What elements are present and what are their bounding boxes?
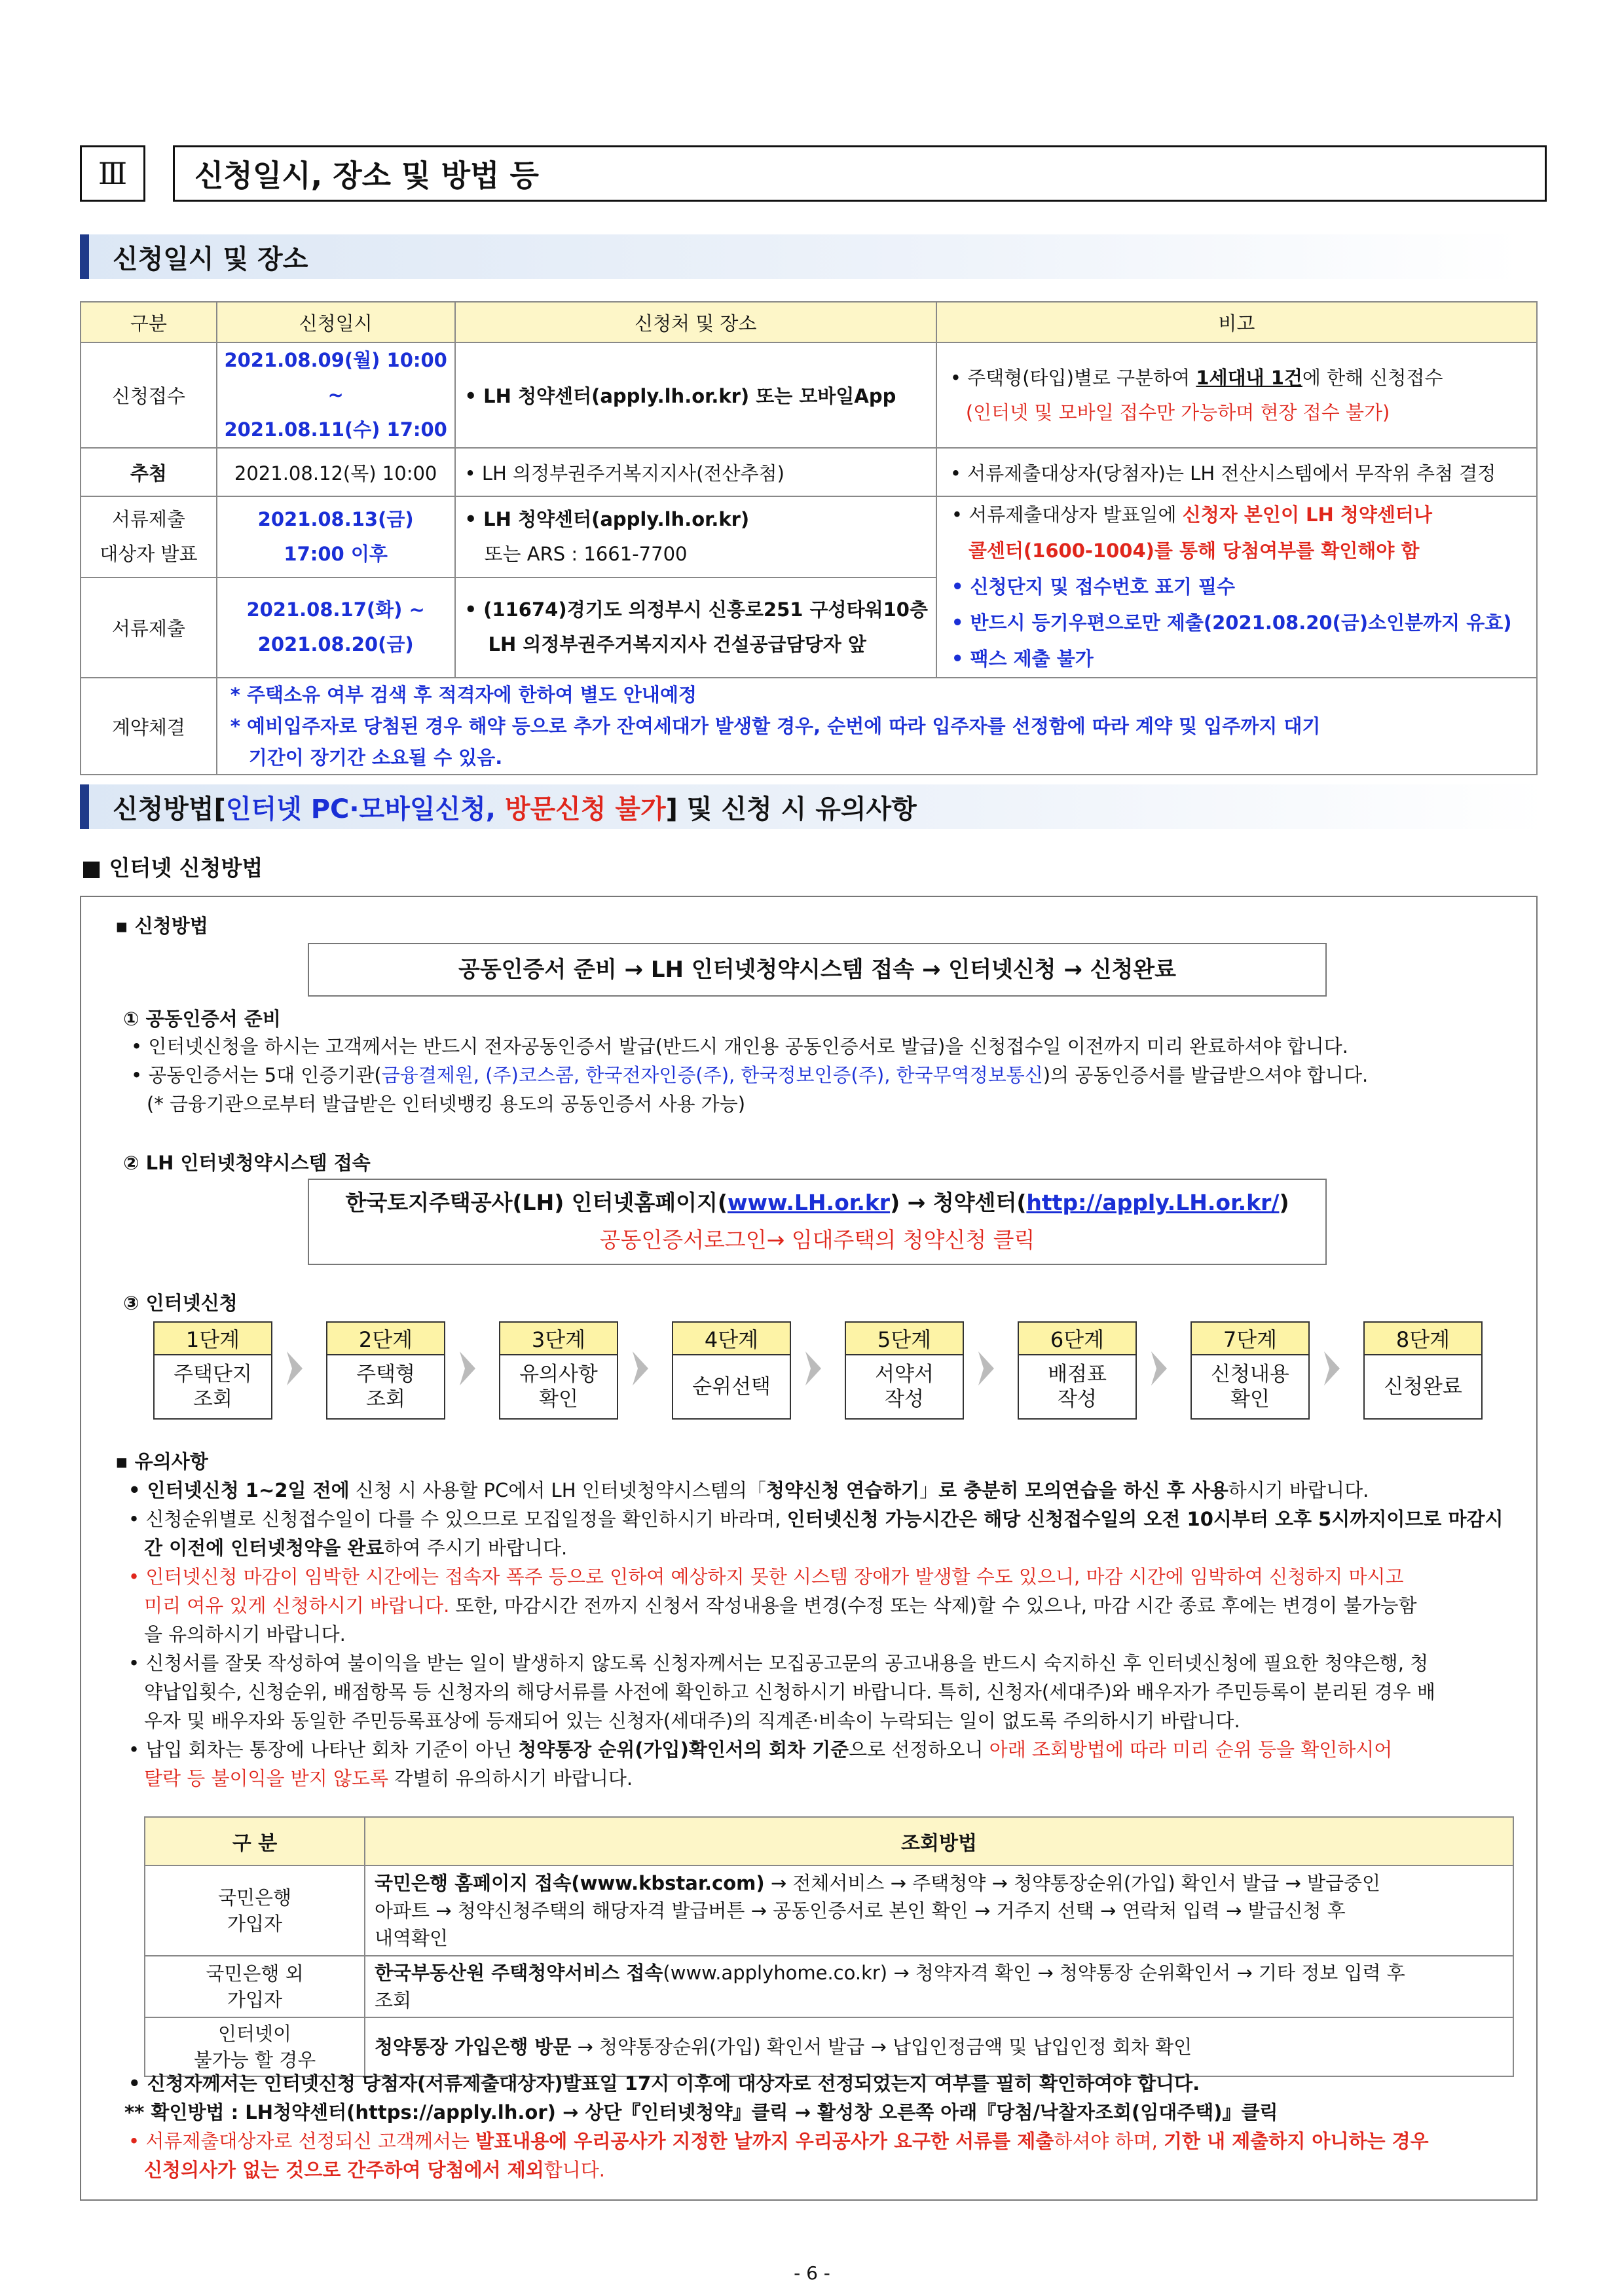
step-body	[155, 1355, 271, 1418]
step-box	[499, 1321, 618, 1420]
step-text: 유의사항	[519, 1363, 598, 1386]
cert-text: )의 공동인증서를 발급받으셔야 합니다.	[1043, 1064, 1369, 1086]
step-box	[672, 1321, 791, 1420]
note-line: (인터넷 및 모바일 접수만 가능하며 현장 접수 불가)	[965, 401, 1390, 424]
method-line: 조회	[375, 1989, 412, 2011]
step-title: ③ 인터넷신청	[123, 1292, 238, 1314]
cert-line: (* 금융기관으로부터 발급받은 인터넷뱅킹 용도의 공동인증서 사용 가능)	[147, 1093, 746, 1115]
access-text: ) → 청약센터(	[890, 1190, 1027, 1215]
step-text: 주택형	[356, 1363, 415, 1386]
chevron-right-icon	[630, 1349, 652, 1388]
method-text: 국민은행 홈페이지 접속(www.kbstar.com)	[375, 1872, 765, 1894]
date-line: 2021.08.13(금)	[257, 507, 414, 530]
step-text: 확인	[539, 1387, 578, 1411]
caution-text: • 신청순위별로 신청접수일이 다를 수 있으므로 모집일정을 확인하시기 바라며,	[128, 1508, 787, 1530]
place-cell: • LH 의정부권주거복지지사(전산추첨)	[455, 448, 936, 496]
table-row	[81, 342, 1537, 448]
caution-text: 하시기 바랍니다.	[1228, 1479, 1369, 1501]
final-text: 하셔야 하며,	[1054, 2130, 1164, 2152]
step-text: 서약서	[875, 1363, 934, 1386]
step-box	[845, 1321, 964, 1420]
step-body	[500, 1355, 617, 1418]
note-text: • 주택형(타입)별로 구분하여	[950, 366, 1196, 389]
row-label-line: 인터넷이	[217, 2023, 292, 2045]
schedule-table	[80, 301, 1538, 775]
final-line	[128, 2127, 1527, 2156]
method-line	[375, 1869, 1504, 1897]
caution-line	[128, 1591, 1527, 1620]
title-part: ] 및 신청 시 유의사항	[665, 794, 917, 824]
row-label-line: 가입자	[227, 1913, 283, 1935]
internet-heading: ■ 인터넷 신청방법	[81, 855, 263, 881]
caution-text: 청약신청 연습하기	[766, 1479, 920, 1501]
row-label	[145, 2017, 365, 2076]
step-text: 조회	[366, 1387, 405, 1411]
row-label-line: 대상자 발표	[100, 542, 198, 565]
note-line: 콜센터(1600-1004)를 통해 당첨여부를 확인해야 함	[968, 540, 1420, 562]
date-line: 2021.08.20(금)	[257, 633, 414, 656]
contract-cell	[217, 678, 1537, 775]
step-header: 3단계	[500, 1323, 617, 1355]
step-header: 7단계	[1192, 1323, 1308, 1355]
contract-line: 기간이 장기간 소요될 수 있음.	[248, 746, 503, 769]
step-body	[1365, 1355, 1481, 1418]
place-cell	[455, 496, 936, 578]
date-cell	[217, 496, 455, 578]
chevron-right-icon	[1149, 1349, 1171, 1388]
note-line: • 반드시 등기우편으로만 제출(2021.08.20(금)소인분까지 유효)	[951, 612, 1512, 634]
step-text: 작성	[885, 1387, 924, 1411]
date-cell	[217, 578, 455, 678]
table-header-row	[81, 302, 1537, 342]
caution-text: • 인터넷신청 1~2일 전에	[128, 1479, 350, 1501]
method-text: 한국부동산원 주택청약서비스 접속	[375, 1962, 663, 1984]
apply-center-link[interactable]: http://apply.LH.or.kr/	[1026, 1190, 1280, 1215]
chevron-right-icon	[976, 1349, 998, 1388]
lh-homepage-link[interactable]: www.LH.or.kr	[728, 1190, 891, 1215]
method-text: → 청약통장순위(가입) 확인서 발급 → 납입인정금액 및 납입인정 회차 확인	[571, 2036, 1192, 2058]
access-text: )	[1279, 1190, 1289, 1215]
final-line	[128, 2156, 1527, 2184]
place-cell	[455, 578, 936, 678]
note-line	[937, 497, 1536, 533]
row-label	[145, 1865, 365, 1956]
note-line: • 신청단지 및 접수번호 표기 필수	[951, 576, 1236, 598]
place-line: • (11674)경기도 의정부시 신흥로251 구성타워10층	[464, 598, 928, 621]
table-row	[81, 678, 1537, 775]
chevron-right-icon	[1321, 1349, 1344, 1388]
caution-text: 간 이전에 인터넷청약을 완료	[144, 1537, 384, 1559]
col-header: 조회방법	[365, 1817, 1513, 1865]
step-body	[846, 1355, 963, 1418]
note-emphasis: 1세대내 1건	[1196, 366, 1302, 389]
row-label: 서류제출	[81, 578, 217, 678]
caution-text: 미리 여유 있게 신청하시기 바랍니다.	[144, 1594, 450, 1617]
title-part: 신청방법[	[113, 794, 226, 824]
caution-text: 으로 선정하오니	[849, 1738, 989, 1761]
step-header: 5단계	[846, 1323, 963, 1355]
date-line: 2021.08.17(화) ~	[246, 598, 425, 621]
subsection-bar	[80, 234, 89, 279]
date-line: 2021.08.11(수) 17:00	[224, 418, 447, 441]
step-header: 6단계	[1019, 1323, 1135, 1355]
note-line	[950, 361, 1536, 395]
note-text: 에 한해 신청접수	[1302, 366, 1443, 389]
note-cell	[936, 496, 1537, 678]
page-number: - 6 -	[794, 2262, 830, 2284]
step-header: 2단계	[327, 1323, 444, 1355]
place-line: • LH 청약센터(apply.lh.or.kr)	[464, 507, 750, 530]
caution-paragraphs	[128, 1476, 1527, 1793]
caution-title: ▪ 유의사항	[115, 1450, 208, 1473]
chevron-right-icon	[284, 1349, 306, 1388]
caution-line: 우자 및 배우자와 동일한 주민등록표상에 등재되어 있는 신청자(세대주)의 직계존·비속이 누락되는 일이 없도록 주의하시기 바랍니다.	[144, 1710, 1240, 1732]
table-row	[145, 2017, 1513, 2076]
date-cell: 2021.08.12(목) 10:00	[217, 448, 455, 496]
row-label: 추첨	[81, 448, 217, 496]
step-header: 1단계	[155, 1323, 271, 1355]
final-line: • 신청자께서는 인터넷신청 당첨자(서류제출대상자)발표일 17시 이후에 대상자로 선정되었는지 여부를 필히 확인하여야 합니다.	[128, 2072, 1200, 2095]
chevron-right-icon	[803, 1349, 825, 1388]
col-header: 구분	[81, 302, 217, 342]
method-cell	[365, 2017, 1513, 2076]
access-box	[308, 1179, 1327, 1265]
cert-agencies: 금융결제원, (주)코스콤, 한국전자인증(주), 한국정보인증(주), 한국무역정보통신	[381, 1064, 1043, 1086]
cert-line: • 인터넷신청을 하시는 고객께서는 반드시 전자공동인증서 발급(반드시 개인용 공동인증서로 발급)을 신청접수일 이전까지 미리 완료하셔야 합니다.	[131, 1035, 1348, 1057]
step-text: 주택단지	[174, 1363, 252, 1386]
title-part: 인터넷 PC·모바일신청,	[225, 794, 505, 824]
col-header: 구 분	[145, 1817, 365, 1865]
cert-paragraph	[131, 1032, 1519, 1118]
caution-text: 」	[919, 1479, 939, 1501]
caution-line: 약납입횟수, 신청순위, 배점항목 등 신청자의 해당서류를 사전에 확인하고 신청하시기 바랍니다. 특히, 신청자(세대주)와 배우자가 주민등록이 분리된 경우 배	[144, 1681, 1435, 1703]
contract-line: * 예비입주자로 당첨된 경우 해약 등으로 추가 잔여세대가 발생할 경우, 순번에 따라 입주자를 선정함에 따라 계약 및 입주까지 대기	[230, 715, 1321, 737]
method-line: 내역확인	[375, 1927, 449, 1949]
final-text: • 서류제출대상자로 선정되신 고객께서는	[128, 2130, 476, 2152]
method-line	[375, 1959, 1504, 1987]
access-text: 한국토지주택공사(LH) 인터넷홈페이지(	[345, 1190, 728, 1215]
cert-text: • 공동인증서는 5대 인증기관(	[131, 1064, 382, 1086]
note-cell	[936, 342, 1537, 448]
step-text: 신청완료	[1384, 1375, 1462, 1399]
caution-line: • 인터넷신청 마감이 임박한 시간에는 접속자 폭주 등으로 인하여 예상하지 못한 시스템 장애가 발생할 수도 있으니, 마감 시간에 임박하여 신청하지 마시고	[128, 1566, 1404, 1588]
note-text: • 서류제출대상자 발표일에	[951, 504, 1183, 526]
caution-text: 아래 조회방법에 따라 미리 순위 등을 확인하시어	[989, 1738, 1393, 1761]
col-header: 비고	[936, 302, 1537, 342]
method-label: ▪ 신청방법	[115, 915, 208, 937]
row-label-line: 가입자	[227, 1989, 283, 2011]
step-text: 작성	[1058, 1387, 1097, 1411]
row-label	[145, 1956, 365, 2017]
table-header-row	[145, 1817, 1513, 1865]
section-header	[80, 145, 1547, 202]
row-label: 계약체결	[81, 678, 217, 775]
access-line	[309, 1184, 1325, 1222]
step-box	[1190, 1321, 1310, 1420]
subsection-title: 신청일시 및 장소	[113, 244, 308, 274]
caution-line	[128, 1505, 1527, 1533]
access-line: 공동인증서로그인→ 임대주택의 청약신청 클릭	[599, 1227, 1035, 1253]
caution-text: 탈락 등 불이익을 받지 않도록	[144, 1767, 389, 1790]
subsection-title	[89, 788, 917, 826]
step-box	[1018, 1321, 1137, 1420]
table-row	[81, 496, 1537, 578]
note-line: • 팩스 제출 불가	[951, 648, 1094, 670]
caution-text: 하여 주시기 바랍니다.	[384, 1537, 568, 1559]
row-label: 신청접수	[81, 342, 217, 448]
final-text: 발표내용에 우리공사가 지정한 날까지 우리공사가 요구한 서류를 제출	[475, 2130, 1054, 2152]
step-box	[153, 1321, 272, 1420]
section-title: 신청일시, 장소 및 방법 등	[173, 145, 1547, 202]
subsection-header-method	[80, 784, 1547, 829]
step-body	[673, 1355, 790, 1418]
subsection-header-schedule	[80, 234, 1521, 279]
flow-box: 공동인증서 준비 → LH 인터넷청약시스템 접속 → 인터넷신청 → 신청완료	[308, 943, 1327, 997]
row-label	[81, 496, 217, 578]
date-cell	[217, 342, 455, 448]
final-text: 신청의사가 없는 것으로 간주하여 당첨에서 제외	[144, 2159, 544, 2181]
contract-line: * 주택소유 여부 검색 후 적격자에 한하여 별도 안내예정	[230, 684, 697, 706]
step-text: 조회	[193, 1387, 232, 1411]
step-title: ① 공동인증서 준비	[123, 1008, 281, 1030]
caution-line	[128, 1764, 1527, 1793]
method-text: 청약통장 가입은행 방문	[375, 2036, 572, 2058]
row-label-line: 서류제출	[111, 507, 185, 530]
step-text: 순위선택	[692, 1375, 771, 1399]
caution-text: 각별히 유의하시기 바랍니다.	[388, 1767, 633, 1790]
subsection-bar	[80, 784, 89, 829]
caution-line	[128, 1735, 1527, 1764]
table-row	[145, 1956, 1513, 2017]
caution-text: 또한, 마감시간 전까지 신청서 작성내용을 변경(수정 또는 삭제)할 수 있으나, 마감 시간 종료 후에는 변경이 불가능함	[449, 1594, 1417, 1617]
application-steps	[153, 1321, 1496, 1423]
caution-line: • 신청서를 잘못 작성하여 불이익을 받는 일이 발생하지 않도록 신청자께서는 모집공고문의 공고내용을 반드시 숙지하신 후 인터넷신청에 필요한 청약은행, 청	[128, 1652, 1429, 1674]
row-label-line: 국민은행	[217, 1886, 292, 1909]
step-body	[1019, 1355, 1135, 1418]
table-row	[81, 448, 1537, 496]
table-row	[145, 1865, 1513, 1956]
note-emphasis: 신청자 본인이 LH 청약센터나	[1182, 504, 1432, 526]
step-box	[1363, 1321, 1483, 1420]
caution-text: 인터넷신청 가능시간은 해당 신청접수일의 오전 10시부터 오후 5시까지이므로 마감시	[786, 1508, 1504, 1530]
step-header: 4단계	[673, 1323, 790, 1355]
place-line: LH 의정부권주거복지지사 건설공급담당자 앞	[488, 633, 866, 656]
inquiry-table	[144, 1816, 1514, 2077]
final-notes	[124, 2069, 1527, 2184]
step-text: 배점표	[1048, 1363, 1107, 1386]
step-text: 신청내용	[1211, 1363, 1289, 1386]
final-line: ** 확인방법 : LH청약센터(https://apply.lh.or) → 상단『인터넷청약』클릭 → 활성창 오른쪽 아래『당첨/낙찰자조회(임대주택)』클릭	[124, 2101, 1278, 2123]
step-body	[327, 1355, 444, 1418]
row-label-line: 불가능 할 경우	[193, 2049, 316, 2071]
step-text: 확인	[1230, 1387, 1270, 1411]
section-number: Ⅲ	[80, 145, 145, 202]
col-header: 신청처 및 장소	[455, 302, 936, 342]
chevron-right-icon	[457, 1349, 479, 1388]
final-text: 기한 내 제출하지 아니하는 경우	[1164, 2130, 1429, 2152]
cert-line	[131, 1061, 1519, 1090]
place-cell: • LH 청약센터(apply.lh.or.kr) 또는 모바일App	[455, 342, 936, 448]
caution-line	[128, 1476, 1527, 1505]
place-line: 또는 ARS : 1661-7700	[484, 542, 688, 565]
caution-text: 신청 시 사용할 PC에서 LH 인터넷청약시스템의「	[349, 1479, 766, 1501]
step-header: 8단계	[1365, 1323, 1481, 1355]
final-text: 합니다.	[544, 2159, 606, 2181]
method-cell	[365, 1956, 1513, 2017]
step-box	[326, 1321, 445, 1420]
caution-line	[128, 1533, 1527, 1562]
step-title: ② LH 인터넷청약시스템 접속	[123, 1152, 371, 1174]
date-line: 17:00 이후	[284, 542, 388, 565]
method-text: → 전체서비스 → 주택청약 → 청약통장순위(가입) 확인서 발급 → 발급중인	[764, 1872, 1381, 1894]
col-header: 신청일시	[217, 302, 455, 342]
caution-text: • 납입 회차는 통장에 나타난 회차 기준이 아닌	[128, 1738, 519, 1761]
step-body	[1192, 1355, 1308, 1418]
method-line: 아파트 → 청약신청주택의 해당자격 발급버튼 → 공동인증서로 본인 확인 → 거주지 선택 → 연락처 입력 → 발급신청 후	[375, 1900, 1346, 1922]
caution-text: 청약통장 순위(가입)확인서의 회차 기준	[518, 1738, 849, 1761]
caution-line: 을 유의하시기 바랍니다.	[144, 1623, 346, 1645]
date-line: 2021.08.09(월) 10:00 ~	[224, 349, 447, 406]
note-cell: • 서류제출대상자(당첨자)는 LH 전산시스템에서 무작위 추첨 결정	[936, 448, 1537, 496]
method-text: (www.applyhome.co.kr) → 청약자격 확인 → 청약통장 순위확인서 → 기타 정보 입력 후	[663, 1962, 1405, 1984]
title-part: 방문신청 불가	[504, 794, 666, 824]
caution-text: 로 충분히 모의연습을 하신 후 사용	[938, 1479, 1228, 1501]
row-label-line: 국민은행 외	[206, 1962, 304, 1985]
method-cell	[365, 1865, 1513, 1956]
